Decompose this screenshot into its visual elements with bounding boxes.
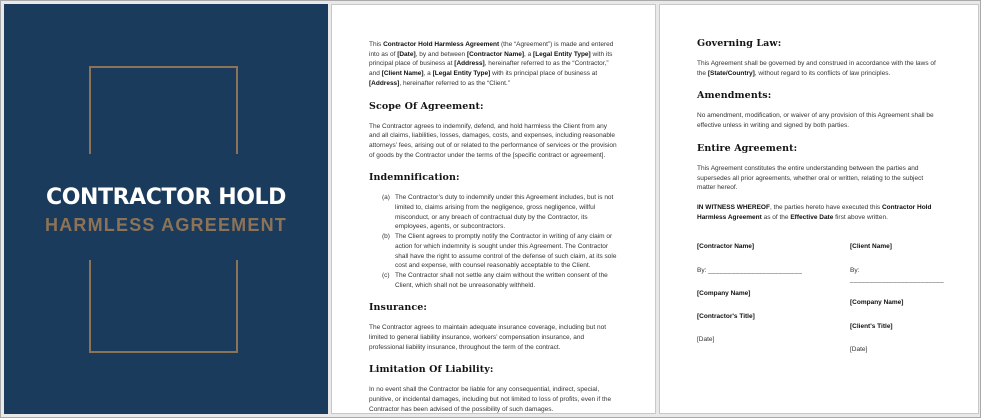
heading-indemnification: Indemnification: bbox=[369, 172, 460, 184]
indemnification-list bbox=[369, 193, 619, 290]
insurance-paragraph: The Contractor agrees to maintain adequate insurance coverage, including but not limited to general liability insurance, workers’ compensation insurance, and professional liability insurance, throughout the term of the contract. bbox=[369, 324, 607, 351]
entire-agreement-paragraph: This Agreement constitutes the entire understanding between the parties and supersedes all prior agreements, whether oral or written, relating to the subject matter hereof. bbox=[697, 164, 924, 192]
amendments-paragraph: No amendment, modification, or waiver of any provision of this Agreement shall be effective unless in writing and signed by both parties. bbox=[697, 112, 934, 130]
scope-paragraph: The Contractor agrees to indemnify, defend, and hold harmless the Client from any and all claims, liabilities, losses, damages, costs, and expenses, including reasonable attorneys’ fees, arising out of or related to the performance of services or the provision of goods by the Contractor under the terms of the [specific contract or agreement]. bbox=[369, 122, 617, 159]
heading-insurance: Insurance: bbox=[369, 302, 428, 314]
governing-law-paragraph: This Agreement shall be governed by and construed in accordance with the laws of the [State/Country], without regard to its conflicts of law principles. bbox=[697, 60, 936, 77]
contractor-by-line bbox=[697, 266, 850, 276]
list-item-a bbox=[382, 193, 619, 232]
heading-scope-of-agreement: Scope Of Agreement: bbox=[369, 100, 484, 112]
cover-subtitle: HARMLESS AGREEMENT bbox=[45, 215, 287, 235]
client-signature-block bbox=[850, 242, 944, 368]
by-label: By: bbox=[850, 266, 860, 274]
cover-title-band bbox=[4, 154, 328, 260]
client-signature-line: ________________________ bbox=[850, 276, 944, 284]
signature-grid bbox=[697, 242, 942, 368]
client-title-placeholder: [Client's Title] bbox=[850, 322, 893, 330]
client-company-placeholder: [Company Name] bbox=[850, 299, 904, 307]
signature-page bbox=[659, 4, 979, 414]
by-label: By: bbox=[697, 266, 707, 274]
intro-paragraph: This Contractor Hold Harmless Agreement (the “Agreement”) is made and entered into as of [Date], by and between [Contractor Name], a [Legal Entity Type] with its principal place of business at [Address], hereinafter referred to as the “Contractor,” and [Client Name], a [Legal Entity Type] with its principal place of business at [Address], hereinafter referred to as the “Client.” bbox=[369, 41, 614, 87]
list-marker: (a) bbox=[382, 194, 390, 202]
contractor-signature-line: ________________________ bbox=[708, 266, 803, 274]
client-name-placeholder: [Client Name] bbox=[850, 243, 892, 251]
list-item-c bbox=[382, 271, 619, 290]
client-by-line bbox=[850, 266, 944, 285]
cover-title: CONTRACTOR HOLD bbox=[45, 185, 287, 210]
list-marker: (c) bbox=[382, 271, 390, 279]
client-date-placeholder: [Date] bbox=[850, 345, 868, 353]
contractor-signature-block bbox=[697, 242, 850, 368]
contractor-title-placeholder: [Contractor's Title] bbox=[697, 312, 755, 320]
heading-entire-agreement: Entire Agreement: bbox=[697, 142, 798, 154]
list-item-b bbox=[382, 232, 619, 271]
contractor-company-placeholder: [Company Name] bbox=[697, 289, 751, 297]
heading-limitation-of-liability: Limitation Of Liability: bbox=[369, 364, 494, 376]
terms-page bbox=[331, 4, 656, 414]
limitation-paragraph: In no event shall the Contractor be liable for any consequential, indirect, special, punitive, or incidental damages, including but not limited to loss of profits, even if the Contractor has been advised of the possibility of such damages. bbox=[369, 386, 612, 413]
heading-amendments: Amendments: bbox=[697, 90, 772, 102]
list-item-text: The Contractor shall not settle any claim without the written consent of the Client, which shall not be unreasonably withheld. bbox=[395, 271, 608, 289]
witness-clause: IN WITNESS WHEREOF, the parties hereto have executed this Contractor Hold Harmless Agreement as of the Effective Date first above written. bbox=[697, 203, 932, 221]
list-item-text: The Contractor’s duty to indemnify under this Agreement includes, but is not limited to, claims arising from the negligence, gross negligence, willful misconduct, or any breach of contractual duty by the Contractor, its employees, agents, or subcontractors. bbox=[395, 194, 614, 231]
cover-page bbox=[4, 4, 328, 414]
list-item-text: The Client agrees to promptly notify the Contractor in writing of any claim or action for which indemnity is sought under this Agreement. The Contractor shall have the right to assume control of the defense of such claim, at its sole cost and expense, with counsel reasonably acceptable to the Client. bbox=[395, 233, 617, 270]
contractor-name-placeholder: [Contractor Name] bbox=[697, 243, 755, 251]
contractor-date-placeholder: [Date] bbox=[697, 336, 715, 344]
list-marker: (b) bbox=[382, 233, 390, 241]
heading-governing-law: Governing Law: bbox=[697, 38, 782, 49]
